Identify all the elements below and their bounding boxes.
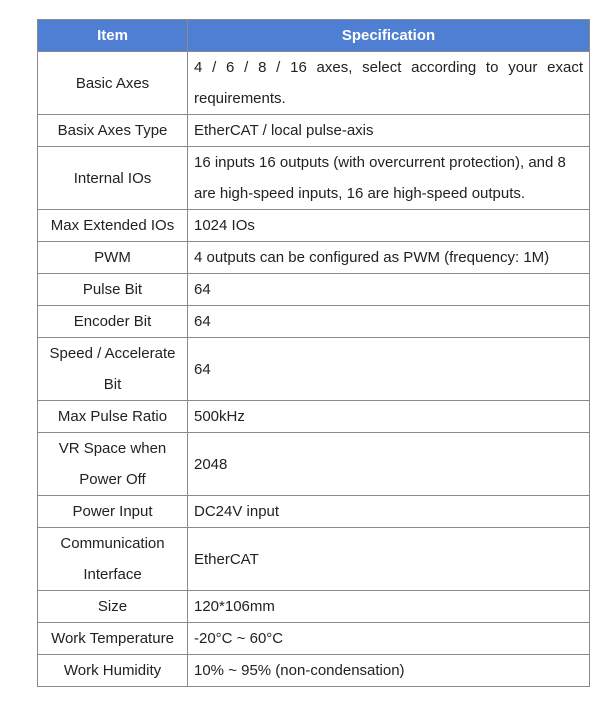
item-cell: Basix Axes Type <box>38 115 188 147</box>
item-cell: Internal IOs <box>38 147 188 210</box>
specification-table <box>37 19 590 687</box>
table-row <box>38 528 590 591</box>
spec-cell: 500kHz <box>188 401 590 433</box>
item-cell: Work Humidity <box>38 655 188 687</box>
item-cell: Communication Interface <box>38 528 188 591</box>
table-row <box>38 623 590 655</box>
table-row <box>38 274 590 306</box>
spec-cell: 120*106mm <box>188 591 590 623</box>
spec-cell: 4 outputs can be configured as PWM (frequency: 1M) <box>188 242 590 274</box>
spec-cell: 64 <box>188 338 590 401</box>
table-row <box>38 306 590 338</box>
item-cell: Max Extended IOs <box>38 210 188 242</box>
item-cell: Speed / Accelerate Bit <box>38 338 188 401</box>
table-row <box>38 210 590 242</box>
spec-cell: 64 <box>188 274 590 306</box>
table-row <box>38 401 590 433</box>
item-cell: VR Space when Power Off <box>38 433 188 496</box>
spec-cell: 64 <box>188 306 590 338</box>
header-item: Item <box>38 20 188 52</box>
spec-cell: 10% ~ 95% (non-condensation) <box>188 655 590 687</box>
spec-cell: EtherCAT / local pulse-axis <box>188 115 590 147</box>
item-cell: Size <box>38 591 188 623</box>
item-cell: Max Pulse Ratio <box>38 401 188 433</box>
table-header <box>38 20 590 52</box>
header-specification: Specification <box>188 20 590 52</box>
item-cell: Work Temperature <box>38 623 188 655</box>
table-row <box>38 147 590 210</box>
spec-cell: 1024 IOs <box>188 210 590 242</box>
item-cell: Basic Axes <box>38 52 188 115</box>
table-body <box>38 52 590 687</box>
item-cell: Power Input <box>38 496 188 528</box>
spec-cell: EtherCAT <box>188 528 590 591</box>
spec-cell: 4 / 6 / 8 / 16 axes, select according to your exact requirements. <box>188 52 590 115</box>
item-cell: Pulse Bit <box>38 274 188 306</box>
table-row <box>38 433 590 496</box>
header-row <box>38 20 590 52</box>
table-row <box>38 496 590 528</box>
table-row <box>38 115 590 147</box>
table-row <box>38 655 590 687</box>
table-row <box>38 338 590 401</box>
table-row <box>38 52 590 115</box>
item-cell: PWM <box>38 242 188 274</box>
table-row <box>38 591 590 623</box>
spec-cell: -20°C ~ 60°C <box>188 623 590 655</box>
table-row <box>38 242 590 274</box>
spec-cell: DC24V input <box>188 496 590 528</box>
item-cell: Encoder Bit <box>38 306 188 338</box>
spec-cell: 2048 <box>188 433 590 496</box>
spec-cell: 16 inputs 16 outputs (with overcurrent protection), and 8 are high-speed inputs, 16 are high-speed outputs. <box>188 147 590 210</box>
